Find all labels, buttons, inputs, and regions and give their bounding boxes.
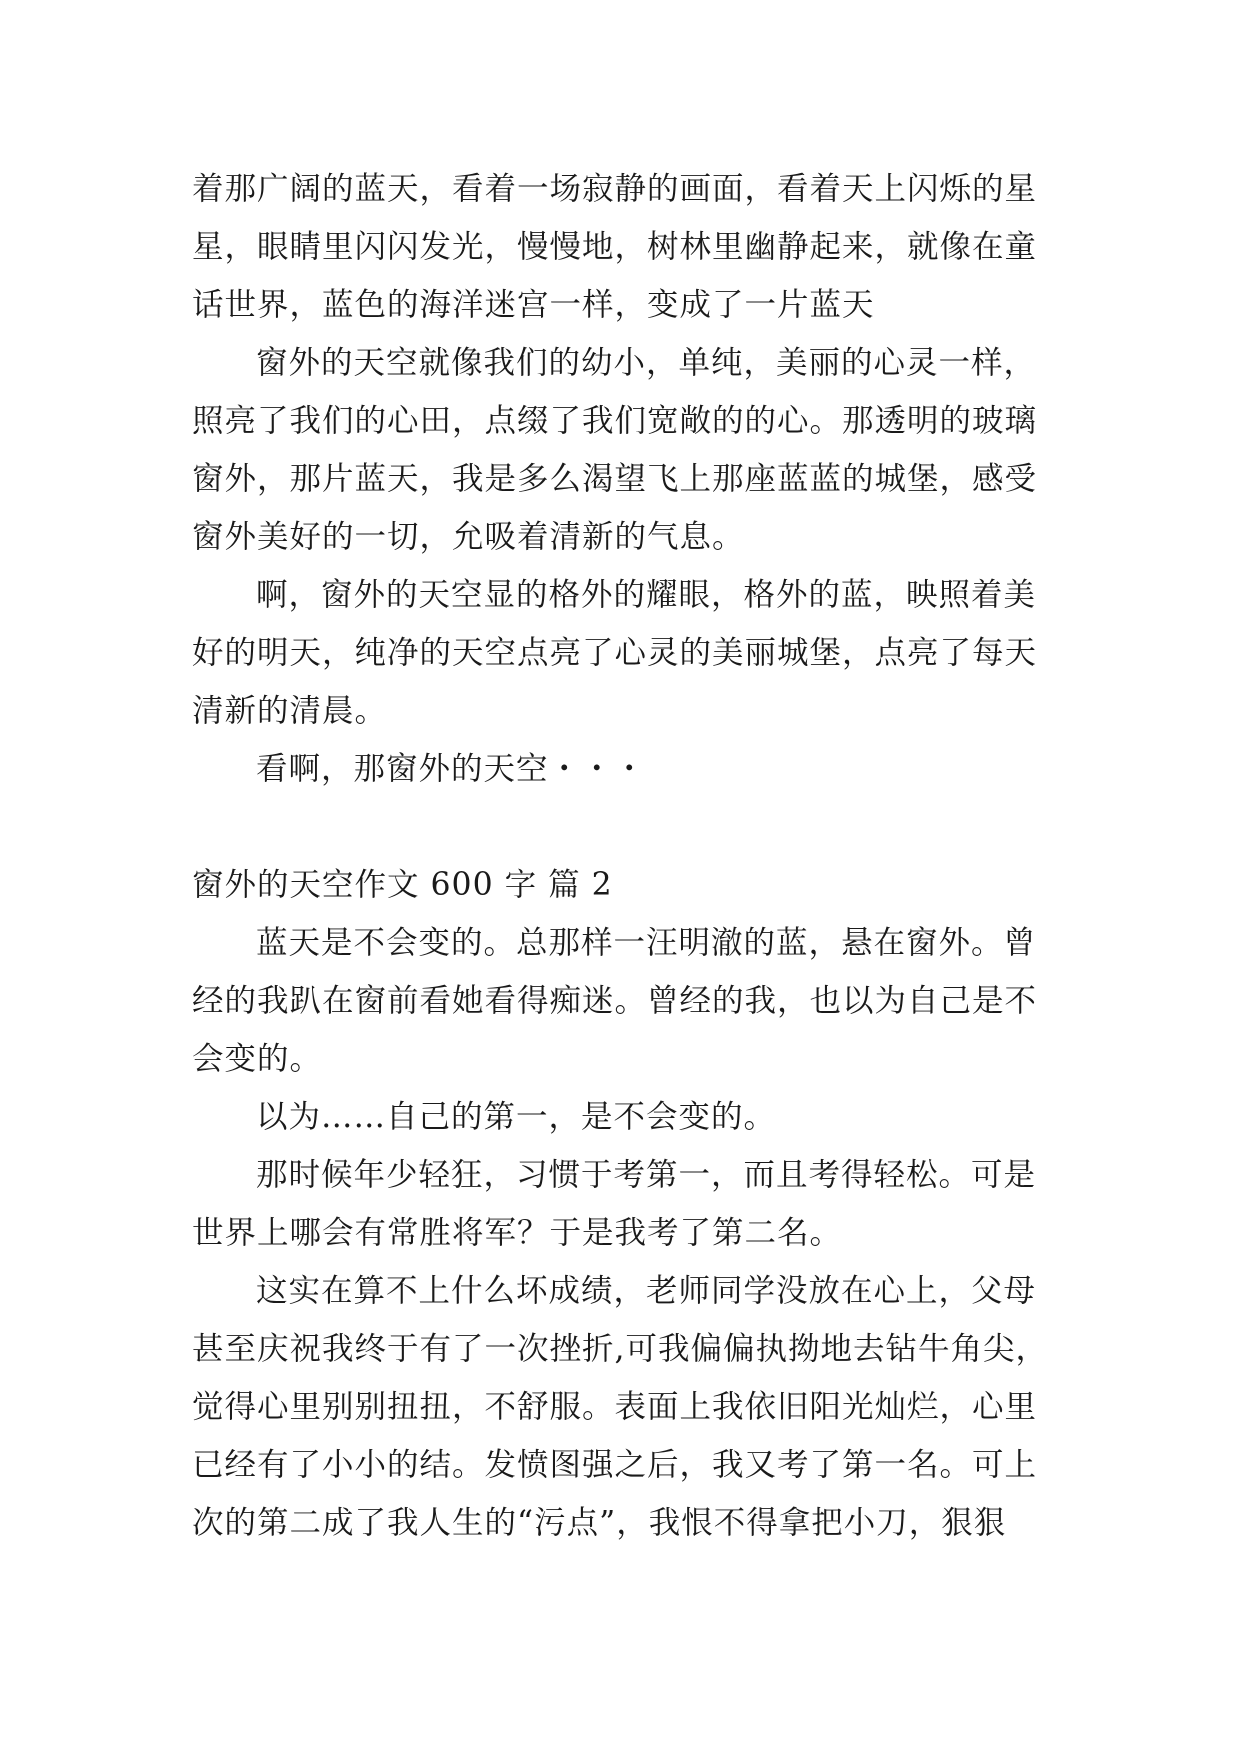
paragraph-gap bbox=[192, 798, 1062, 856]
paragraph-first-line: 啊，窗外的天空显的格外的耀眼，格外的蓝，映照着美 bbox=[256, 577, 1037, 613]
paragraph-first-line: 以为……自己的第一，是不会变的。 bbox=[256, 1099, 777, 1135]
text-line: 经的我趴在窗前看她看得痴迷。曾经的我，也以为自己是不 bbox=[192, 983, 1038, 1019]
paragraph-first-line: 看啊，那窗外的天空・・・ bbox=[256, 751, 647, 787]
text-line: 星，眼睛里闪闪发光，慢慢地，树林里幽静起来，就像在童 bbox=[192, 229, 1038, 265]
text-line: 话世界，蓝色的海洋迷宫一样，变成了一片蓝天 bbox=[192, 287, 875, 323]
text-line: 窗外美好的一切，允吸着清新的气息。 bbox=[192, 519, 745, 555]
text-line: 觉得心里别别扭扭，不舒服。表面上我依旧阳光灿烂，心里 bbox=[192, 1389, 1038, 1425]
text-line: 清新的清晨。 bbox=[192, 693, 388, 729]
paragraph-first-line: 那时候年少轻狂，习惯于考第一，而且考得轻松。可是 bbox=[256, 1157, 1037, 1193]
section-title: 窗外的天空作文 600 字 篇 2 bbox=[192, 867, 613, 903]
text-line: 已经有了小小的结。发愤图强之后，我又考了第一名。可上 bbox=[192, 1447, 1038, 1483]
paragraph-first-line: 这实在算不上什么坏成绩，老师同学没放在心上，父母 bbox=[256, 1273, 1037, 1309]
text-line: 次的第二成了我人生的“污点”，我恨不得拿把小刀，狠狠 bbox=[192, 1505, 1007, 1541]
paragraph-first-line: 蓝天是不会变的。总那样一汪明澈的蓝，悬在窗外。曾 bbox=[256, 925, 1037, 961]
text-line: 着那广阔的蓝天，看着一场寂静的画面，看着天上闪烁的星 bbox=[192, 171, 1038, 207]
text-line: 照亮了我们的心田，点缀了我们宽敞的的心。那透明的玻璃 bbox=[192, 403, 1038, 439]
text-line: 窗外，那片蓝天，我是多么渴望飞上那座蓝蓝的城堡，感受 bbox=[192, 461, 1038, 497]
document-body bbox=[192, 160, 1062, 1552]
text-line: 甚至庆祝我终于有了一次挫折,可我偏偏执拗地去钻牛角尖， bbox=[192, 1331, 1049, 1367]
text-line: 好的明天，纯净的天空点亮了心灵的美丽城堡，点亮了每天 bbox=[192, 635, 1038, 671]
text-line: 会变的。 bbox=[192, 1041, 323, 1077]
text-line: 世界上哪会有常胜将军？于是我考了第二名。 bbox=[192, 1215, 843, 1251]
paragraph-first-line: 窗外的天空就像我们的幼小，单纯，美丽的心灵一样， bbox=[256, 345, 1037, 381]
